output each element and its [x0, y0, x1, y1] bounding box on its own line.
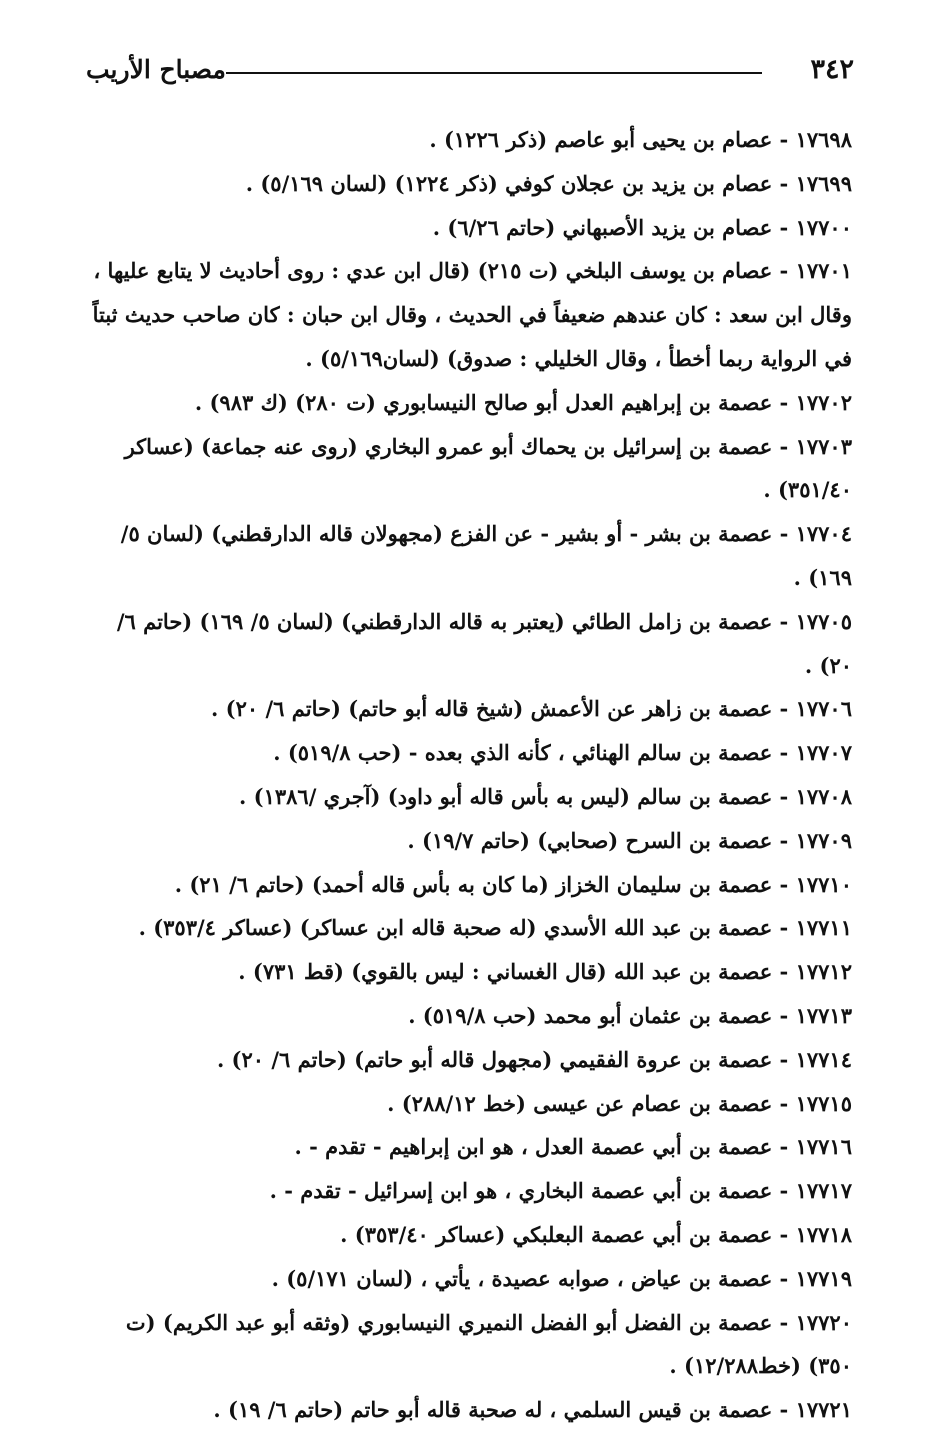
entry-text: - عصمة بن إبراهيم العدل أبو صالح النيسابوري (ت ٢٨٠) (ك ٩٨٣) . [194, 389, 789, 415]
entry [86, 1213, 852, 1257]
entry-text: - عصمة بن أبي عصمة العدل ، هو ابن إبراهيم - تقدم - . [294, 1134, 789, 1160]
entry [86, 994, 852, 1038]
entry [86, 600, 852, 688]
entry-number: ١٧٧١٧ [795, 1178, 852, 1204]
entry-number: ١٧٧١٨ [795, 1221, 852, 1247]
entry-number: ١٧٦٩٨ [795, 127, 852, 152]
entry [86, 775, 852, 819]
entry-list [86, 118, 852, 1432]
entry-number: ١٧٧٢١ [795, 1397, 852, 1423]
entry [86, 863, 852, 907]
entry-text: - عصمة بن عياض ، صوابه عصيدة ، يأتي ، (لسان ٥/١٧١) . [271, 1265, 789, 1291]
entry-text: - عصمة بن أبي عصمة البعلبكي (عساكر ٣٥٣/٤٠) . [340, 1221, 789, 1247]
entry-number: ١٧٧٢٠ [795, 1309, 852, 1335]
entry-text: - عصمة بن إسرائيل بن يحماك أبو عمرو البخاري (روى عنه جماعة) (عساكر ٣٥١/٤٠) . [124, 433, 852, 503]
entry [86, 381, 852, 425]
entry [86, 950, 852, 994]
entry-text: - عصام بن يزيد بن عجلان كوفي (ذكر ١٢٢٤) (لسان ٥/١٦٩) . [245, 170, 789, 196]
entry-text: - عصمة بن سالم (ليس به بأس قاله أبو داود) (آجري /١٣٨٦) . [239, 783, 789, 809]
entry [86, 1038, 852, 1082]
entry-text: - عصام بن يوسف البلخي (ت ٢١٥) (قال ابن عدي : روى أحاديث لا يتابع عليها ، وقال ابن سعد : كان عندهم ضعيفاً في الحديث ، وقال ابن حبان : كان صاحب حديث ثبتاً في الرواية ربما أخطأ ، وقال الخليلي : صدوق) (لسان٥/١٦٩) . [92, 258, 852, 371]
entry-number: ١٧٧٠١ [795, 258, 852, 284]
entry [86, 819, 852, 863]
entry-text: - عصمة بن عبد الله الأسدي (له صحبة قاله ابن عساكر) (عساكر ٣٥٣/٤) . [138, 915, 789, 941]
entry [86, 1301, 852, 1389]
entry-number: ١٧٦٩٩ [795, 170, 852, 196]
entry-number: ١٧٧٠٥ [795, 608, 852, 634]
entry [86, 118, 852, 162]
entry [86, 206, 852, 250]
entry [86, 1257, 852, 1301]
entry [86, 1082, 852, 1126]
entry-text: - عصمة بن زامل الطائي (يعتبر به قاله الدارقطني) (لسان ٥/ ١٦٩) (حاتم ٦/ ٢٠) . [116, 608, 852, 678]
entry-number: ١٧٧١٢ [795, 959, 852, 985]
entry [86, 425, 852, 513]
entry-text: - عصمة بن سالم الهنائي ، كأنه الذي بعده - (حب ٥١٩/٨) . [273, 740, 789, 766]
entry [86, 906, 852, 950]
entry-text: - عصمة بن بشر - أو بشير - عن الفزع (مجهولان قاله الدارقطني) (لسان ٥/ ١٦٩) . [120, 521, 852, 590]
entry [86, 249, 852, 380]
entry-number: ١٧٧٠٧ [795, 740, 852, 766]
entry [86, 1388, 852, 1432]
header-rule [226, 72, 762, 74]
entry-text: - عصمة بن السرح (صحابي) (حاتم ١٩/٧) . [407, 827, 789, 853]
entry [86, 1125, 852, 1169]
entry [86, 731, 852, 775]
entry-number: ١٧٧٠٦ [795, 696, 852, 722]
entry [86, 687, 852, 731]
entry-number: ١٧٧١٣ [795, 1002, 852, 1028]
entry-text: - عصمة بن الفضل أبو الفضل النميري النيسابوري (وثقه أبو عبد الكريم) (ت ٣٥٠) (خط١٢/٢٨٨) . [125, 1309, 852, 1379]
entry-text: - عصمة بن أبي عصمة البخاري ، هو ابن إسرائيل - تقدم - . [269, 1178, 789, 1204]
entry-text: - عصمة بن عثمان أبو محمد (حب ٥١٩/٨) . [408, 1002, 789, 1028]
entry-text: - عصام بن يزيد الأصبهاني (حاتم ٦/٢٦) . [432, 214, 789, 240]
entry [86, 162, 852, 206]
entry-number: ١٧٧١٥ [795, 1090, 852, 1116]
entry-number: ١٧٧١٤ [795, 1046, 852, 1072]
entry-number: ١٧٧١٩ [795, 1265, 852, 1291]
entry-number: ١٧٧١٠ [795, 871, 852, 897]
entry-text: - عصمة بن عصام عن عيسى (خط ٢٨٨/١٢) . [387, 1090, 789, 1116]
entry-text: - عصمة بن زاهر عن الأعمش (شيخ قاله أبو حاتم) (حاتم ٦/ ٢٠) . [211, 696, 789, 722]
running-title: مصباح الأريب [86, 55, 226, 84]
page-header [86, 52, 854, 92]
page-number: ٣٤٢ [810, 54, 854, 85]
entry-number: ١٧٧١٦ [795, 1134, 852, 1160]
entry-number: ١٧٧١١ [795, 915, 852, 941]
entry-number: ١٧٧٠٠ [795, 214, 852, 240]
entry [86, 1169, 852, 1213]
entry-text: - عصمة بن قيس السلمي ، له صحبة قاله أبو حاتم (حاتم ٦/ ١٩) . [213, 1397, 789, 1423]
entry [86, 512, 852, 600]
entry-number: ١٧٧٠٩ [795, 827, 852, 853]
entry-number: ١٧٧٠٢ [795, 389, 852, 415]
entry-text: - عصمة بن سليمان الخزاز (ما كان به بأس قاله أحمد) (حاتم ٦/ ٢١) . [174, 871, 789, 897]
entry-text: - عصام بن يحيى أبو عاصم (ذكر ١٢٢٦) . [429, 127, 789, 152]
entry-number: ١٧٧٠٨ [795, 783, 852, 809]
entry-number: ١٧٧٠٤ [795, 521, 852, 547]
entry-number: ١٧٧٠٣ [795, 433, 852, 459]
entry-text: - عصمة بن عروة الفقيمي (مجهول قاله أبو حاتم) (حاتم ٦/ ٢٠) . [216, 1046, 789, 1072]
entry-text: - عصمة بن عبد الله (قال الغساني : ليس بالقوي) (قط ٧٣١) . [238, 959, 789, 985]
